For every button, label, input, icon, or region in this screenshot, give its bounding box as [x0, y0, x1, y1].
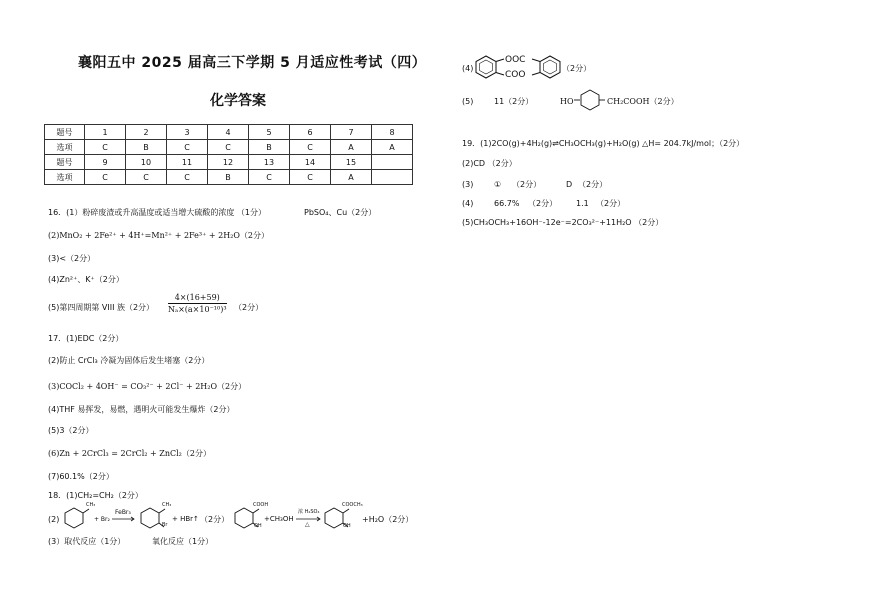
- table-cell: C: [208, 140, 249, 155]
- salicylic-acid-structure: [232, 506, 256, 530]
- q17-line-4: (4)THF 易挥发，易燃，遇明火可能发生爆炸（2分）: [48, 405, 235, 414]
- table-cell: A: [331, 170, 372, 185]
- table-cell: 3: [167, 125, 208, 140]
- q16-fraction: [168, 293, 227, 314]
- q18-line-5-label: (5): [462, 97, 474, 106]
- q16-line-2: (2)MnO₂ + 2Fe²⁺ + 4H⁺=Mn²⁺ + 2Fe³⁺ + 2H₂O（2分）: [48, 231, 270, 240]
- methyl-label: CH₃: [86, 502, 96, 508]
- q19-line-4-label: (4): [462, 199, 474, 208]
- table-row: [45, 155, 413, 170]
- fraction-denominator: Nₐ×(a×10⁻¹⁰)³: [168, 305, 227, 314]
- q17-line-1: 17．(1)EDC（2分）: [48, 334, 124, 343]
- q18-score-2: （2分）: [200, 515, 230, 524]
- q19-line-3-value: ①: [494, 180, 502, 189]
- table-cell: C: [290, 170, 331, 185]
- q19-line-3-score-2: （2分）: [578, 180, 608, 189]
- table-cell: 5: [249, 125, 290, 140]
- table-cell: 题号: [45, 155, 85, 170]
- q16-line-1: 16．(1）粉碎废渣或升高温度或适当增大硫酸的浓度 （1分）: [48, 208, 267, 217]
- table-cell: A: [331, 140, 372, 155]
- table-cell: B: [208, 170, 249, 185]
- table-cell: B: [126, 140, 167, 155]
- table-cell: C: [85, 140, 126, 155]
- q19-line-3-d: D: [566, 180, 573, 189]
- table-cell: C: [167, 140, 208, 155]
- table-cell: C: [290, 140, 331, 155]
- table-cell: C: [126, 170, 167, 185]
- q19-line-2: (2)CD （2分）: [462, 159, 517, 168]
- bromotoluene-structure: [138, 506, 162, 530]
- table-cell: B: [249, 140, 290, 155]
- table-cell: 7: [331, 125, 372, 140]
- table-cell: [372, 170, 413, 185]
- table-cell: 15: [331, 155, 372, 170]
- fraction-numerator: 4×(16+59): [168, 293, 227, 304]
- q18-line-1: 18．(1)CH₂=CH₂（2分）: [48, 491, 143, 500]
- condition-acid: 浓 H₂SO₄: [298, 509, 320, 515]
- bromine-reagent: + Br₂: [94, 516, 110, 523]
- table-cell: 10: [126, 155, 167, 170]
- q18-line-3a: (3）取代反应（1分）: [48, 537, 126, 546]
- answer-heading: 化学答案: [210, 93, 266, 109]
- q19-line-4-score-2: （2分）: [596, 199, 626, 208]
- q18-line-5-value: 11（2分）: [494, 97, 534, 106]
- table-cell: 6: [290, 125, 331, 140]
- q17-line-5: (5)3（2分）: [48, 426, 94, 435]
- table-cell: 1: [85, 125, 126, 140]
- table-cell: 8: [372, 125, 413, 140]
- water-product: +H₂O（2分）: [362, 515, 414, 524]
- hydroxy-group-label: HO: [560, 97, 574, 106]
- table-cell: 4: [208, 125, 249, 140]
- q17-line-2: (2)防止 CrCl₃ 冷凝为固体后发生堵塞（2分）: [48, 356, 210, 365]
- ester-label: COOCH₃: [342, 502, 363, 508]
- table-cell: 14: [290, 155, 331, 170]
- table-cell: 9: [85, 155, 126, 170]
- table-cell: 题号: [45, 125, 85, 140]
- methyl-label: CH₃: [162, 502, 172, 508]
- q18-line-4-label: (4): [462, 64, 474, 73]
- bromo-label: Br: [162, 522, 168, 528]
- q19-line-3-label: (3): [462, 180, 474, 189]
- hydroxyl-label: OH: [254, 523, 262, 529]
- ester-top-label: OOC: [505, 55, 526, 65]
- q17-line-3: (3)COCl₂ + 4OH⁻ = CO₃²⁻ + 2Cl⁻ + 2H₂O（2分）: [48, 382, 247, 391]
- table-row: [45, 125, 413, 140]
- table-cell: 11: [167, 155, 208, 170]
- table-cell: C: [249, 170, 290, 185]
- acetic-acid-group: CH₂COOH（2分）: [607, 97, 679, 106]
- condition-heat: △: [305, 521, 310, 528]
- answer-table: [44, 124, 413, 185]
- methanol-reagent: +CH₃OH: [264, 515, 294, 523]
- ester-bottom-label: COO: [505, 70, 526, 80]
- table-cell: 选项: [45, 170, 85, 185]
- carboxyl-label: COOH: [253, 502, 269, 508]
- table-row: [45, 170, 413, 185]
- reaction-arrow-1: [112, 517, 136, 521]
- q16-line-3: (3)<（2分）: [48, 254, 96, 263]
- hydroxyphenylacetic-acid-ring: [574, 88, 610, 112]
- q18-line-3b: 氧化反应（1分）: [152, 537, 214, 546]
- q18-line-2-label: (2): [48, 515, 60, 524]
- q16-line-5b: （2分）: [234, 303, 264, 312]
- q18-line-4-score: （2分）: [562, 64, 592, 73]
- hydroxyl-label: OH: [343, 523, 351, 529]
- catalyst-label: FeBr₃: [115, 509, 131, 516]
- table-cell: C: [85, 170, 126, 185]
- q19-line-4-score-1: （2分）: [528, 199, 558, 208]
- toluene-structure: [62, 506, 86, 530]
- q19-line-5: (5)CH₃OCH₃+16OH⁻-12e⁻=2CO₃²⁻+11H₂O （2分）: [462, 218, 664, 227]
- table-cell: [372, 155, 413, 170]
- q19-line-3-score-1: （2分）: [512, 180, 542, 189]
- hbr-byproduct: + HBr↑: [172, 515, 199, 523]
- table-cell: A: [372, 140, 413, 155]
- q19-line-1: 19．(1)2CO(g)+4H₂(g)⇌CH₃OCH₃(g)+H₂O(g) △H= 204.7kJ/mol；（2分）: [462, 139, 745, 148]
- table-cell: C: [167, 170, 208, 185]
- table-row: [45, 140, 413, 155]
- table-cell: 选项: [45, 140, 85, 155]
- q17-line-6: (6)Zn + 2CrCl₃ = 2CrCl₂ + ZnCl₂（2分）: [48, 449, 211, 458]
- q16-line-4: (4)Zn²⁺、K⁺（2分）: [48, 275, 124, 284]
- q19-line-4-value-1: 66.7%: [494, 199, 520, 208]
- table-cell: 12: [208, 155, 249, 170]
- table-cell: 13: [249, 155, 290, 170]
- page-title: 襄阳五中 2025 届高三下学期 5 月适应性考试（四）: [78, 55, 427, 71]
- table-cell: 2: [126, 125, 167, 140]
- q19-line-4-value-2: 1.1: [576, 199, 589, 208]
- q17-line-7: (7)60.1%（2分）: [48, 472, 114, 481]
- q16-line-5a: (5)第四周期第 VIII 族（2分）: [48, 303, 155, 312]
- q16-line-1b: PbSO₄、Cu（2分）: [304, 208, 377, 217]
